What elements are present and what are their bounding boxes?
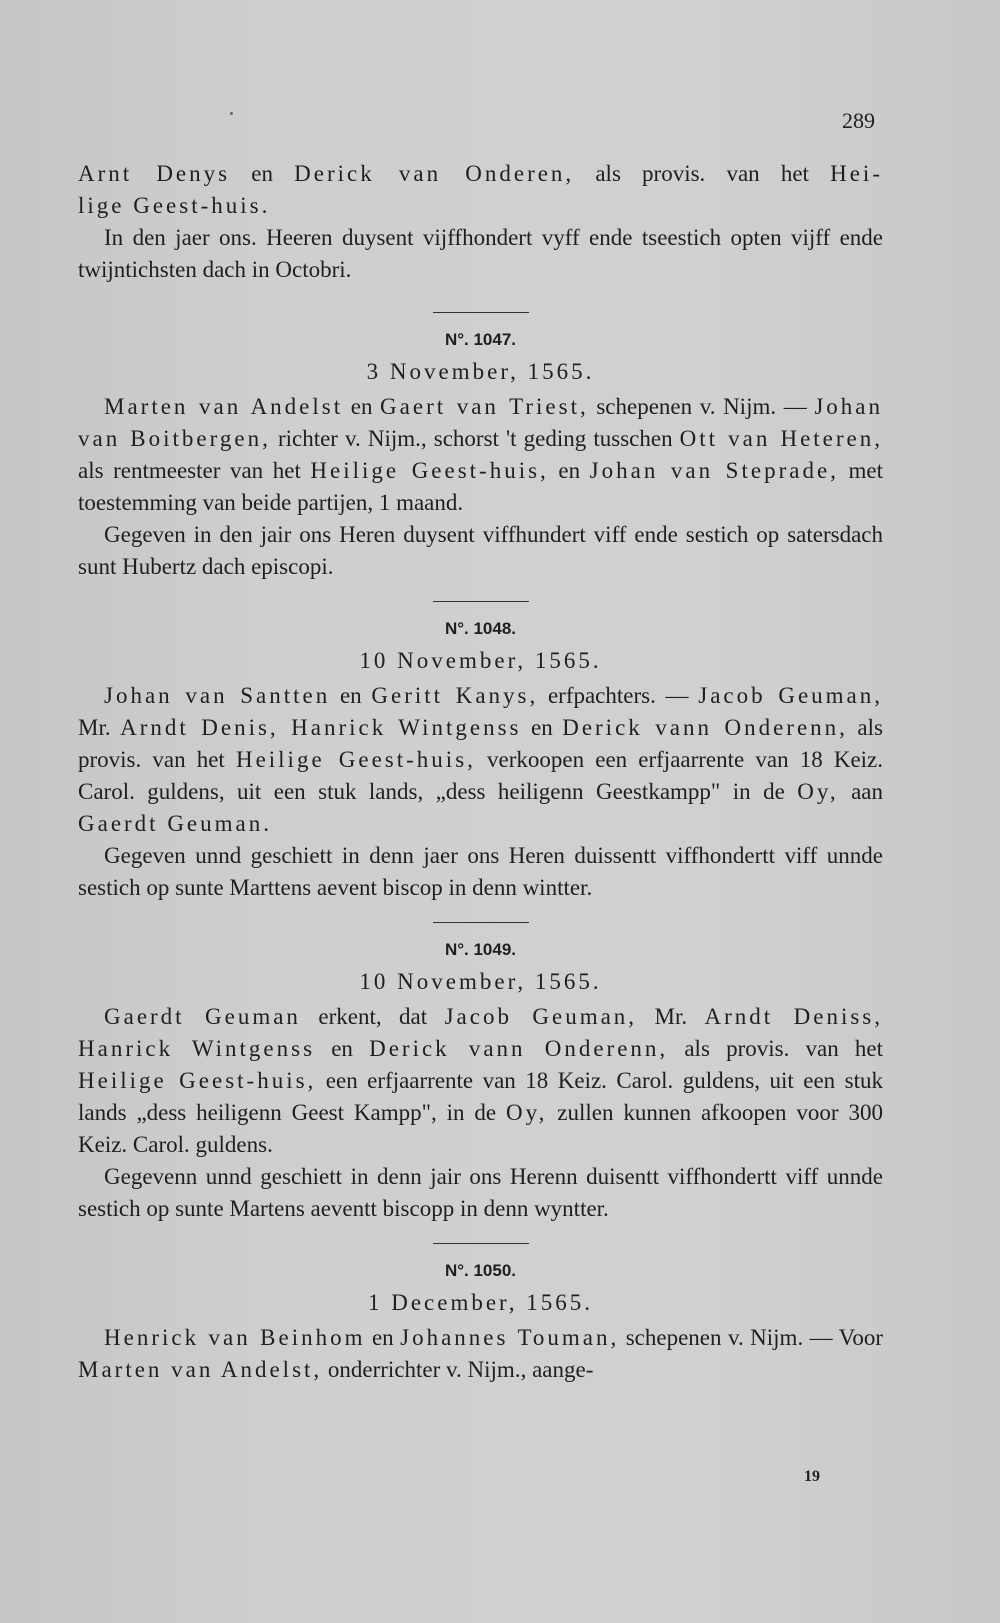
- dating-clause: Gegeven in den jair ons Heren duysent viffhundert viff ende sestich op satersdach sunt Hubertz dach episcopi.: [78, 522, 883, 579]
- spaced-name: Gaerdt Geuman: [104, 1004, 301, 1029]
- text-run: Mr.: [78, 715, 121, 740]
- text-run: en: [365, 1325, 401, 1350]
- spaced-name: Ott van Heteren,: [679, 426, 883, 451]
- spaced-name: Jacob Geuman,: [698, 683, 883, 708]
- spaced-name: Geritt Kanys,: [371, 683, 539, 708]
- entry-date: 10 November, 1565.: [359, 969, 602, 994]
- text-run: erkent, dat: [300, 1004, 445, 1029]
- spaced-name: Marten van Andelst,: [78, 1357, 323, 1382]
- spaced-name: Marten van Andelst: [104, 394, 344, 419]
- spaced-name: Heilige Geest-huis,: [78, 1068, 317, 1093]
- text-run: zullen kunnen afkoopen voor 300 Keiz. Carol. guldens.: [78, 1100, 883, 1157]
- spaced-name: Heilige Geest-huis,: [235, 747, 476, 772]
- entry-date: 1 December, 1565.: [367, 1290, 594, 1315]
- dating-clause: Gegeven unnd geschiett in denn jaer ons Heren duissentt viffhondertt viff unnde sestich op sunte Marttens aevent biscop in denn wintter.: [78, 843, 883, 900]
- page-number: 289: [842, 108, 875, 133]
- text-run: en: [230, 161, 295, 186]
- text-run: en: [548, 458, 590, 483]
- text-run: een erfjaarrente van 18 Keiz. Carol. guldens, uit een stuk lands „dess heiligenn Geest Kampp", in de: [78, 1068, 883, 1125]
- text-run: en: [343, 394, 381, 419]
- spaced-name: Johan van Steprade,: [589, 458, 839, 483]
- entry-summary: [78, 680, 883, 840]
- text-run: schepenen v. Nijm. — Voor: [619, 1325, 883, 1350]
- spaced-name: Johan van Santten: [104, 683, 331, 708]
- spaced-name: Derick van Onderen,: [294, 161, 575, 186]
- text-run: en: [521, 715, 563, 740]
- text-run: en: [315, 1036, 370, 1061]
- text-run: als provis. van het: [574, 161, 831, 186]
- section-rule: [433, 312, 529, 313]
- entry-number: N°. 1047.: [444, 330, 517, 349]
- section-rule: [433, 601, 529, 602]
- dating-clause: Gegevenn unnd geschiett in denn jair ons Herenn duisentt viffhondertt viff unnde sestich op sunte Martens aeventt biscopp in denn wyntter.: [78, 1164, 883, 1221]
- spaced-name: lige Geest-huis.: [78, 193, 271, 218]
- speck-mark: [230, 112, 233, 115]
- spaced-name: Arnt Denys: [78, 161, 231, 186]
- text-run: verkoopen een erfjaarrente van 18 Keiz. Carol. guldens, uit een stuk lands, „dess heiligenn Geestkampp" in de: [78, 747, 884, 804]
- entry-summary: [78, 1322, 883, 1386]
- entry-number: N°. 1050.: [444, 1261, 517, 1280]
- section-rule: [433, 922, 529, 923]
- spaced-name: Oy,: [797, 779, 839, 804]
- spaced-name: Arndt Denis, Hanrick Wintgenss: [120, 715, 522, 740]
- text-run: met toestemming van beide partijen, 1 maand.: [78, 458, 883, 515]
- text-run: Mr.: [637, 1004, 705, 1029]
- spaced-name: Derick vann Onderenn,: [562, 715, 848, 740]
- spaced-name: Gaert van Triest,: [380, 394, 589, 419]
- entry-date: 10 November, 1565.: [359, 648, 602, 673]
- heading-line: [78, 190, 883, 222]
- text-run: aan: [838, 779, 883, 804]
- page-text: [78, 158, 883, 1386]
- spaced-name: Johan van Boitbergen,: [78, 394, 883, 451]
- dating-clause: In den jaer ons. Heeren duysent vijffhondert vyff ende tseestich opten vijff ende twijntichsten dach in Octobri.: [78, 225, 883, 282]
- spaced-name: Heilige Geest-huis,: [310, 458, 549, 483]
- text-run: onderrichter v. Nijm., aange-: [322, 1357, 594, 1382]
- text-run: en: [330, 683, 372, 708]
- text-run: richter v. Nijm., schorst 't geding tusschen: [270, 426, 680, 451]
- text-run: als provis. van het: [78, 715, 883, 772]
- spaced-name: Gaerdt Geuman.: [78, 811, 272, 836]
- entry-summary: [78, 391, 883, 519]
- signature-mark: 19: [804, 1468, 820, 1485]
- entry-number: N°. 1048.: [444, 619, 517, 638]
- spaced-name: Oy,: [506, 1100, 548, 1125]
- spaced-name: Derick vann Onderenn,: [369, 1036, 669, 1061]
- spaced-name: Arndt Deniss, Hanrick Wintgenss: [78, 1004, 883, 1061]
- text-run: als rentmeester van het: [78, 458, 311, 483]
- section-rule: [433, 1243, 529, 1244]
- spaced-name: Hei-: [830, 161, 883, 186]
- spaced-name: Jacob Geuman,: [444, 1004, 638, 1029]
- heading-line: [78, 158, 883, 190]
- text-run: schepenen v. Nijm. —: [588, 394, 815, 419]
- entry-summary: [78, 1001, 883, 1161]
- entry-date: 3 November, 1565.: [366, 359, 595, 384]
- text-run: als provis. van het: [668, 1036, 883, 1061]
- spaced-name: Henrick van Beinhom: [104, 1325, 366, 1350]
- text-run: erfpachters. —: [538, 683, 699, 708]
- spaced-name: Johannes Touman,: [400, 1325, 620, 1350]
- entry-number: N°. 1049.: [444, 940, 517, 959]
